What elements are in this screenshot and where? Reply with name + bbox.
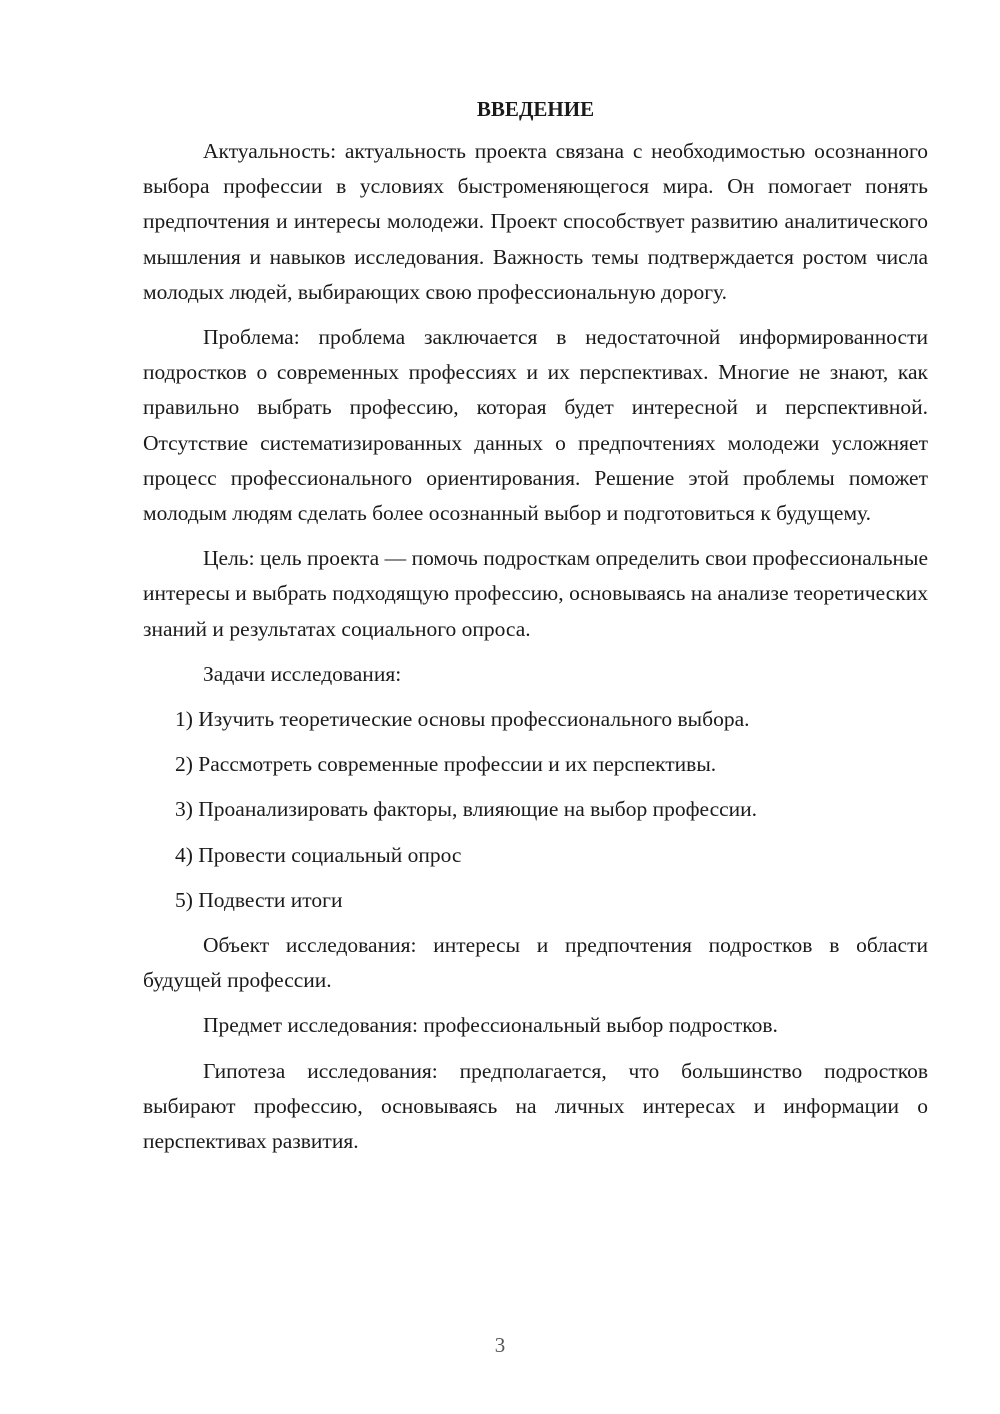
problem-paragraph: Проблема: проблема заключается в недостаточной информированности подростков о современных профессиях и их перспективах. Многие не знают, как правильно выбрать профессию, которая будет интересной и перспективной. Отсутствие систематизированных данных о предпочтениях молодежи усложняет процесс профессионального ориентирования. Решение этой проблемы поможет молодым людям сделать более осознанный выбор и подготовиться к будущему. [143,325,928,526]
tasks-heading: Задачи исследования: [203,661,402,686]
section-heading: ВВЕДЕНИЕ [476,97,595,121]
document-page [143,92,928,1169]
task-item: 1) Изучить теоретические основы профессионального выбора. [175,707,750,732]
task-item: 4) Провести социальный опрос [175,842,462,867]
hypothesis-paragraph: Гипотеза исследования: предполагается, что большинство подростков выбирают профессию, основываясь на личных интересах и информации о перспективах развития. [143,1058,928,1154]
task-item: 5) Подвести итоги [175,887,343,912]
task-item: 3) Проанализировать факторы, влияющие на выбор профессии. [175,797,758,822]
goal-paragraph: Цель: цель проекта — помочь подросткам определить свои профессиональные интересы и выбрать подходящую профессию, основываясь на анализе теоретических знаний и результатах социального опроса. [143,546,928,641]
tasks-list [143,702,928,918]
task-item: 2) Рассмотреть современные профессии и их перспективы. [175,752,717,777]
page-number: 3 [494,1333,506,1357]
object-paragraph: Объект исследования: интересы и предпочтения подростков в области будущей профессии. [143,933,928,993]
subject-paragraph: Предмет исследования: профессиональный выбор подростков. [203,1013,778,1038]
relevance-paragraph: Актуальность: актуальность проекта связана с необходимостью осознанного выбора профессии в условиях быстроменяющегося мира. Он помогает понять предпочтения и интересы молодежи. Проект способствует развитию аналитического мышления и навыков исследования. Важность темы подтверждается ростом числа молодых людей, выбирающих свою профессиональную дорогу. [143,139,928,304]
